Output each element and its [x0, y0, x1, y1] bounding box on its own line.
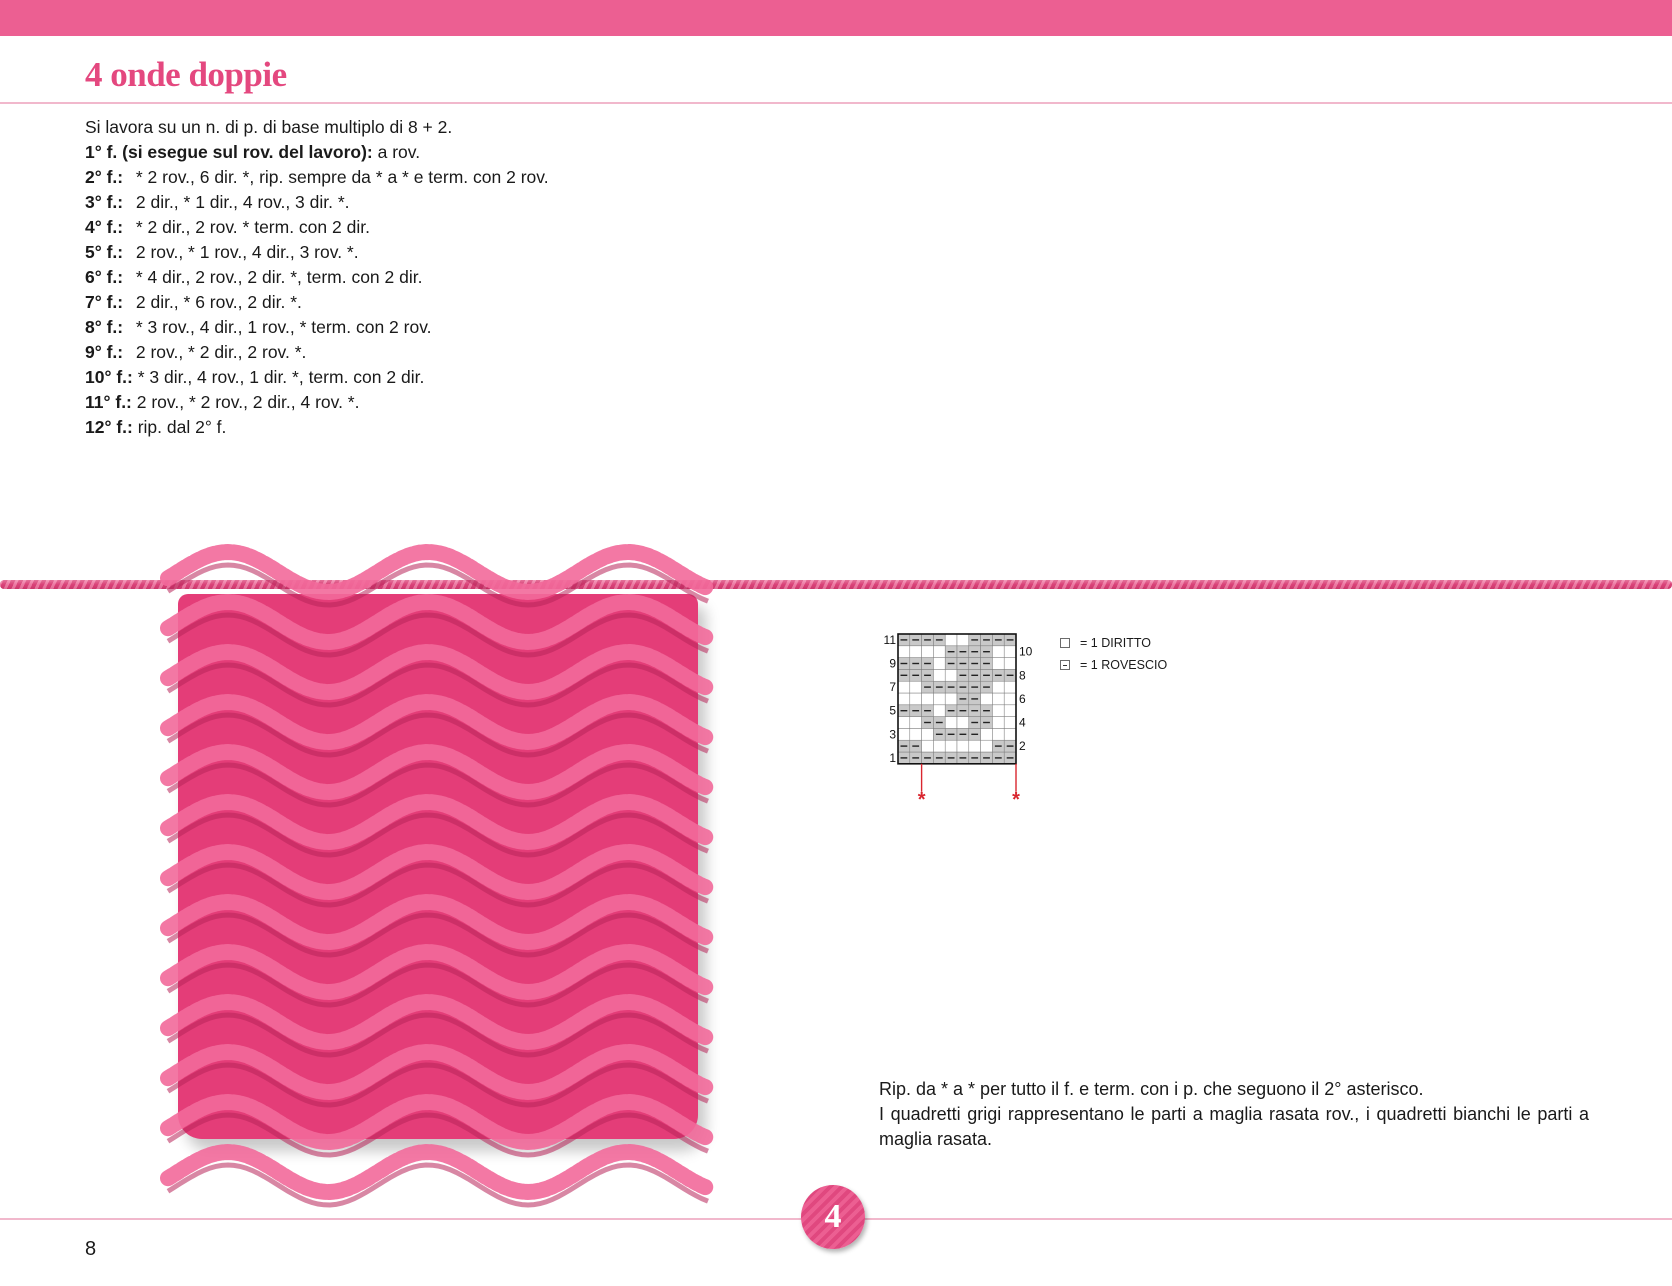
instruction-row	[85, 240, 845, 265]
instruction-row	[85, 190, 845, 215]
knit-cell	[922, 728, 934, 740]
instruction-row	[85, 365, 845, 390]
knit-cell	[945, 740, 957, 752]
knit-cell	[910, 681, 922, 693]
stitch-chart	[883, 632, 1047, 811]
row-number-right: 4	[1019, 715, 1026, 730]
legend-label: = 1 ROVESCIO	[1080, 658, 1168, 672]
intro-line: Si lavora su un n. di p. di base multiplo di 8 + 2.	[85, 117, 453, 137]
instruction-row	[85, 415, 845, 440]
badge-number: 4	[824, 1198, 842, 1235]
page-title: 4 onde doppie	[85, 55, 287, 94]
row-number-left: 3	[889, 727, 896, 742]
knit-cell	[922, 646, 934, 658]
row-text: * 2 rov., 6 dir. *, rip. sempre da * a * e term. con 2 rov.	[131, 167, 549, 187]
row-label: 3° f.:	[85, 192, 124, 212]
row-text: * 3 rov., 4 dir., 1 rov., * term. con 2 rov.	[131, 317, 432, 337]
knit-cell	[910, 646, 922, 658]
knit-cell	[981, 693, 993, 705]
knit-cell	[1004, 728, 1016, 740]
instruction-row	[85, 315, 845, 340]
instructions	[85, 115, 845, 440]
top-band	[0, 0, 1672, 36]
row-text: * 4 dir., 2 rov., 2 dir. *, term. con 2 dir.	[131, 267, 423, 287]
knit-cell	[957, 634, 969, 646]
garter-ridge	[168, 1002, 708, 1042]
chart-legend	[1060, 632, 1167, 676]
knit-cell	[957, 717, 969, 729]
knit-cell	[945, 717, 957, 729]
knit-cell	[992, 717, 1004, 729]
ridge-shadow	[168, 1165, 708, 1205]
wave-texture	[178, 594, 698, 1139]
knit-cell	[898, 717, 910, 729]
knit-cell	[1004, 658, 1016, 670]
knit-cell	[1004, 717, 1016, 729]
instruction-row	[85, 165, 845, 190]
yarn-ball-badge	[801, 1185, 865, 1249]
row-text: 2 rov., * 1 rov., 4 dir., 3 rov. *.	[131, 242, 359, 262]
knit-cell	[1004, 646, 1016, 658]
knit-cell	[910, 717, 922, 729]
garter-ridge	[168, 1102, 708, 1142]
instruction-row	[85, 215, 845, 240]
knit-cell	[933, 740, 945, 752]
row-label: 2° f.:	[85, 167, 124, 187]
row-text: * 3 dir., 4 rov., 1 dir. *, term. con 2 dir.	[132, 367, 425, 387]
knit-cell	[910, 693, 922, 705]
row-text: 2 dir., * 1 dir., 4 rov., 3 dir. *.	[131, 192, 350, 212]
knit-cell	[1004, 681, 1016, 693]
instruction-row	[85, 390, 845, 415]
row-label: 10° f.:	[85, 367, 133, 387]
note-line: I quadretti grigi rappresentano le parti a maglia rasata rov., i quadretti bianchi le parti a maglia rasata.	[879, 1104, 1589, 1149]
row-label: 9° f.:	[85, 342, 124, 362]
knit-cell	[933, 693, 945, 705]
knit-cell	[969, 740, 981, 752]
row-label: 5° f.:	[85, 242, 124, 262]
title-divider	[0, 102, 1672, 104]
knit-cell	[957, 740, 969, 752]
instruction-row	[85, 265, 845, 290]
row-number-left: 7	[889, 680, 896, 695]
knit-cell	[945, 669, 957, 681]
blank-square-icon	[1060, 638, 1070, 648]
row-number-left: 1	[889, 750, 896, 765]
legend-label: = 1 DIRITTO	[1080, 636, 1151, 650]
knit-cell	[933, 705, 945, 717]
row-text: 2 rov., * 2 dir., 2 rov. *.	[131, 342, 307, 362]
knitted-swatch-photo	[168, 594, 708, 1154]
row-label: 6° f.:	[85, 267, 124, 287]
knit-cell	[922, 693, 934, 705]
garter-ridge	[168, 1052, 708, 1092]
garter-ridge	[168, 952, 708, 992]
row-text: a rov.	[372, 142, 421, 162]
row-number-left: 9	[889, 656, 896, 671]
knit-cell	[992, 693, 1004, 705]
garter-ridge	[168, 652, 708, 692]
knit-cell	[992, 705, 1004, 717]
row-number-right: 8	[1019, 668, 1026, 683]
garter-ridge	[168, 752, 708, 792]
knit-cell	[898, 681, 910, 693]
page-number: 8	[85, 1238, 97, 1260]
garter-ridge	[168, 602, 708, 642]
knit-cell	[981, 728, 993, 740]
legend-item-rovescio	[1060, 654, 1167, 676]
knit-cell	[945, 693, 957, 705]
knit-cell	[992, 728, 1004, 740]
knit-cell	[933, 658, 945, 670]
knit-cell	[1004, 693, 1016, 705]
repeat-marker-asterisk: *	[917, 788, 926, 811]
row-number-left: 5	[889, 703, 896, 718]
dash-square-icon	[1060, 660, 1070, 670]
legend-item-diritto	[1060, 632, 1167, 654]
knit-cell	[898, 728, 910, 740]
row-text: rip. dal 2° f.	[132, 417, 227, 437]
knit-cell	[898, 646, 910, 658]
instruction-row	[85, 290, 845, 315]
knit-cell	[898, 693, 910, 705]
row-label: 11° f.:	[85, 392, 132, 412]
row-label: 4° f.:	[85, 217, 124, 237]
chart-notes	[879, 1077, 1589, 1152]
knit-cell	[933, 646, 945, 658]
instruction-row	[85, 340, 845, 365]
row-text: 2 dir., * 6 rov., 2 dir. *.	[131, 292, 302, 312]
swatch	[178, 594, 698, 1139]
garter-ridge	[168, 702, 708, 742]
knit-cell	[1004, 705, 1016, 717]
row-number-right: 10	[1019, 644, 1033, 659]
row-label: 8° f.:	[85, 317, 124, 337]
knit-cell	[992, 658, 1004, 670]
knit-cell	[933, 669, 945, 681]
garter-ridge	[168, 1152, 708, 1192]
row-text: 2 rov., * 2 rov., 2 dir., 4 rov. *.	[131, 392, 360, 412]
knit-cell	[981, 740, 993, 752]
repeat-marker-asterisk: *	[1012, 788, 1020, 811]
knit-cell	[945, 634, 957, 646]
row-label: 12° f.:	[85, 417, 133, 437]
row-label: 1° f. (si esegue sul rov. del lavoro):	[85, 142, 373, 162]
row-number-right: 6	[1019, 691, 1026, 706]
knit-cell	[992, 646, 1004, 658]
knit-cell	[992, 681, 1004, 693]
row-text: * 2 dir., 2 rov. * term. con 2 dir.	[131, 217, 370, 237]
knit-cell	[910, 728, 922, 740]
row-number-right: 2	[1019, 739, 1026, 754]
row-number-left: 11	[883, 632, 896, 647]
garter-ridge	[168, 802, 708, 842]
knit-cell	[922, 740, 934, 752]
yarn-strand	[0, 580, 1672, 589]
row-label: 7° f.:	[85, 292, 124, 312]
instruction-row	[85, 140, 845, 165]
garter-ridge	[168, 852, 708, 892]
note-line: Rip. da * a * per tutto il f. e term. con i p. che seguono il 2° asterisco.	[879, 1079, 1424, 1099]
garter-ridge	[168, 902, 708, 942]
